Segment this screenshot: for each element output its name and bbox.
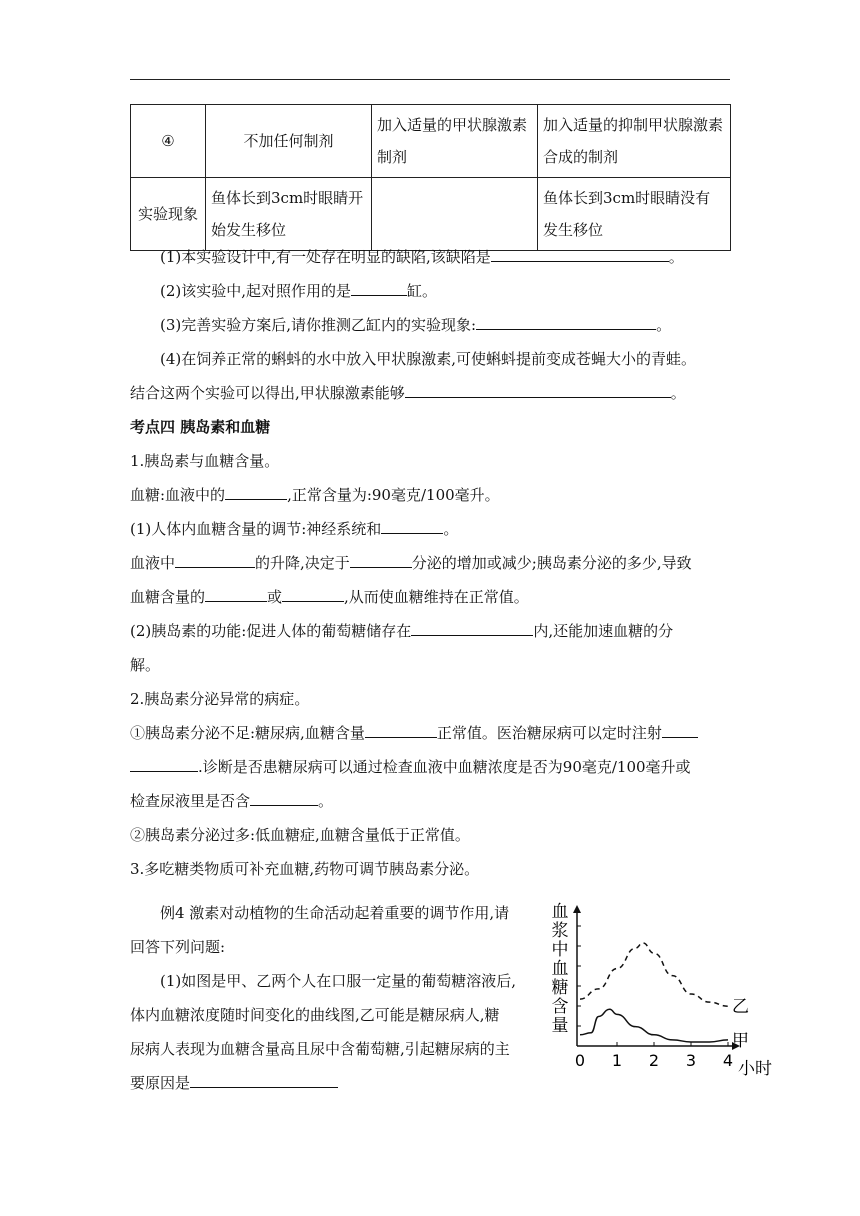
insulin-function: (2)胰岛素的功能:促进人体的葡萄糖储存在 内,还能加速血糖的分 [130,614,730,648]
answer-blank[interactable] [190,1070,338,1088]
answer-blank[interactable] [491,244,669,262]
subsection-3: 3.多吃糖类物质可补充血糖,药物可调节胰岛素分泌。 [130,860,480,878]
table-cell: 鱼体长到3cm时眼睛没有发生移位 [538,178,731,251]
question-2: (2)该实验中,起对照作用的是 缸。 [130,274,730,308]
answer-blank[interactable] [130,754,198,772]
disease-1-cont: .诊断是否患糖尿病可以通过检查血液中血糖浓度是否为90毫克/100毫升或 [130,750,730,784]
y-label-char: 含 [551,997,569,1017]
y-label-char: 浆 [551,921,569,941]
x-tick-label: 1 [611,1051,623,1070]
answer-blank[interactable] [350,550,412,568]
y-label-char: 血 [551,902,569,922]
experiment-table [130,104,731,251]
table-cell: 实验现象 [131,178,206,251]
x-axis-label: 小时 [738,1059,772,1079]
x-tick-label: 4 [722,1051,734,1070]
answer-blank[interactable] [411,618,533,636]
y-label-char: 量 [551,1016,569,1036]
subsection-2: 2.胰岛素分泌异常的病症。 [130,690,310,708]
answer-blank[interactable] [476,312,656,330]
series-lines [580,943,749,1051]
answer-blank[interactable] [351,278,407,296]
table-cell: 加入适量的甲状腺激素制剂 [372,105,538,178]
x-tick-label: 0 [574,1051,586,1070]
question-3: (3)完善实验方案后,请你推测乙缸内的实验现象: 。 [130,308,730,342]
answer-blank[interactable] [205,584,267,602]
table-cell: ④ [131,105,206,178]
y-label-char: 中 [551,940,569,960]
series-line-jia [580,1009,728,1042]
blood-sugar-def: 血糖:血液中的 ,正常含量为:90毫克/100毫升。 [130,478,730,512]
example-line: 体内血糖浓度随时间变化的曲线图,乙可能是糖尿病人,糖 [130,1006,500,1024]
y-label-char: 血 [551,959,569,979]
y-axis-arrow [573,905,581,913]
main-content [130,240,730,886]
disease-2: ②胰岛素分泌过多:低血糖症,血糖含量低于正常值。 [130,826,470,844]
table-cell: 不加任何制剂 [206,105,372,178]
table-row [131,105,731,178]
series-label: 乙 [732,997,749,1018]
answer-blank[interactable] [225,482,287,500]
table-cell: 加入适量的抑制甲状腺激素合成的制剂 [538,105,731,178]
example-4 [130,896,540,1100]
disease-1: ①胰岛素分泌不足:糖尿病,血糖含量 正常值。医治糖尿病可以定时注射 [130,716,730,750]
regulation-2: 血液中 的升降,决定于 分泌的增加或减少;胰岛素分泌的多少,导致 [130,546,730,580]
question-4: (4)在饲养正常的蝌蚪的水中放入甲状腺激素,可使蝌蚪提前变成苍蝇大小的青蛙。 [160,350,697,368]
regulation-3: 血糖含量的 或 ,从而使血糖维持在正常值。 [130,580,730,614]
insulin-function-cont: 解。 [130,656,161,674]
blood-sugar-chart [540,895,780,1085]
example-line: 例4 激素对动植物的生命活动起着重要的调节作用,请 [160,904,510,922]
answer-blank[interactable] [405,380,671,398]
example-line: (1)如图是甲、乙两个人在口服一定量的葡萄糖溶液后, [160,972,517,990]
y-axis-label [552,902,569,1036]
section-heading: 考点四 胰岛素和血糖 [130,418,271,436]
answer-blank[interactable] [365,720,437,738]
answer-blank[interactable] [250,788,318,806]
subsection-1: 1.胰岛素与血糖含量。 [130,452,280,470]
series-line-yi [580,943,728,1006]
header-rule [130,79,730,80]
answer-blank[interactable] [662,720,698,738]
example-line: 回答下列问题: [130,938,226,956]
table-cell: 鱼体长到3cm时眼睛开始发生移位 [206,178,372,251]
series-label: 甲 [732,1030,749,1051]
example-line: 要原因是 [130,1066,540,1100]
regulation-1: (1)人体内血糖含量的调节:神经系统和 。 [130,512,730,546]
x-tick-label: 3 [685,1051,697,1070]
question-1: (1)本实验设计中,有一处存在明显的缺陷,该缺陷是 。 [130,240,730,274]
answer-blank[interactable] [175,550,255,568]
question-4-cont: 结合这两个实验可以得出,甲状腺激素能够 。 [130,376,730,410]
answer-blank[interactable] [282,584,344,602]
x-tick-label: 2 [648,1051,660,1070]
y-label-char: 糖 [551,978,569,998]
example-line: 尿病人表现为血糖含量高且尿中含葡萄糖,引起糖尿病的主 [130,1040,510,1058]
disease-1-cont2: 检查尿液里是否含 。 [130,784,730,818]
answer-blank[interactable] [381,516,443,534]
